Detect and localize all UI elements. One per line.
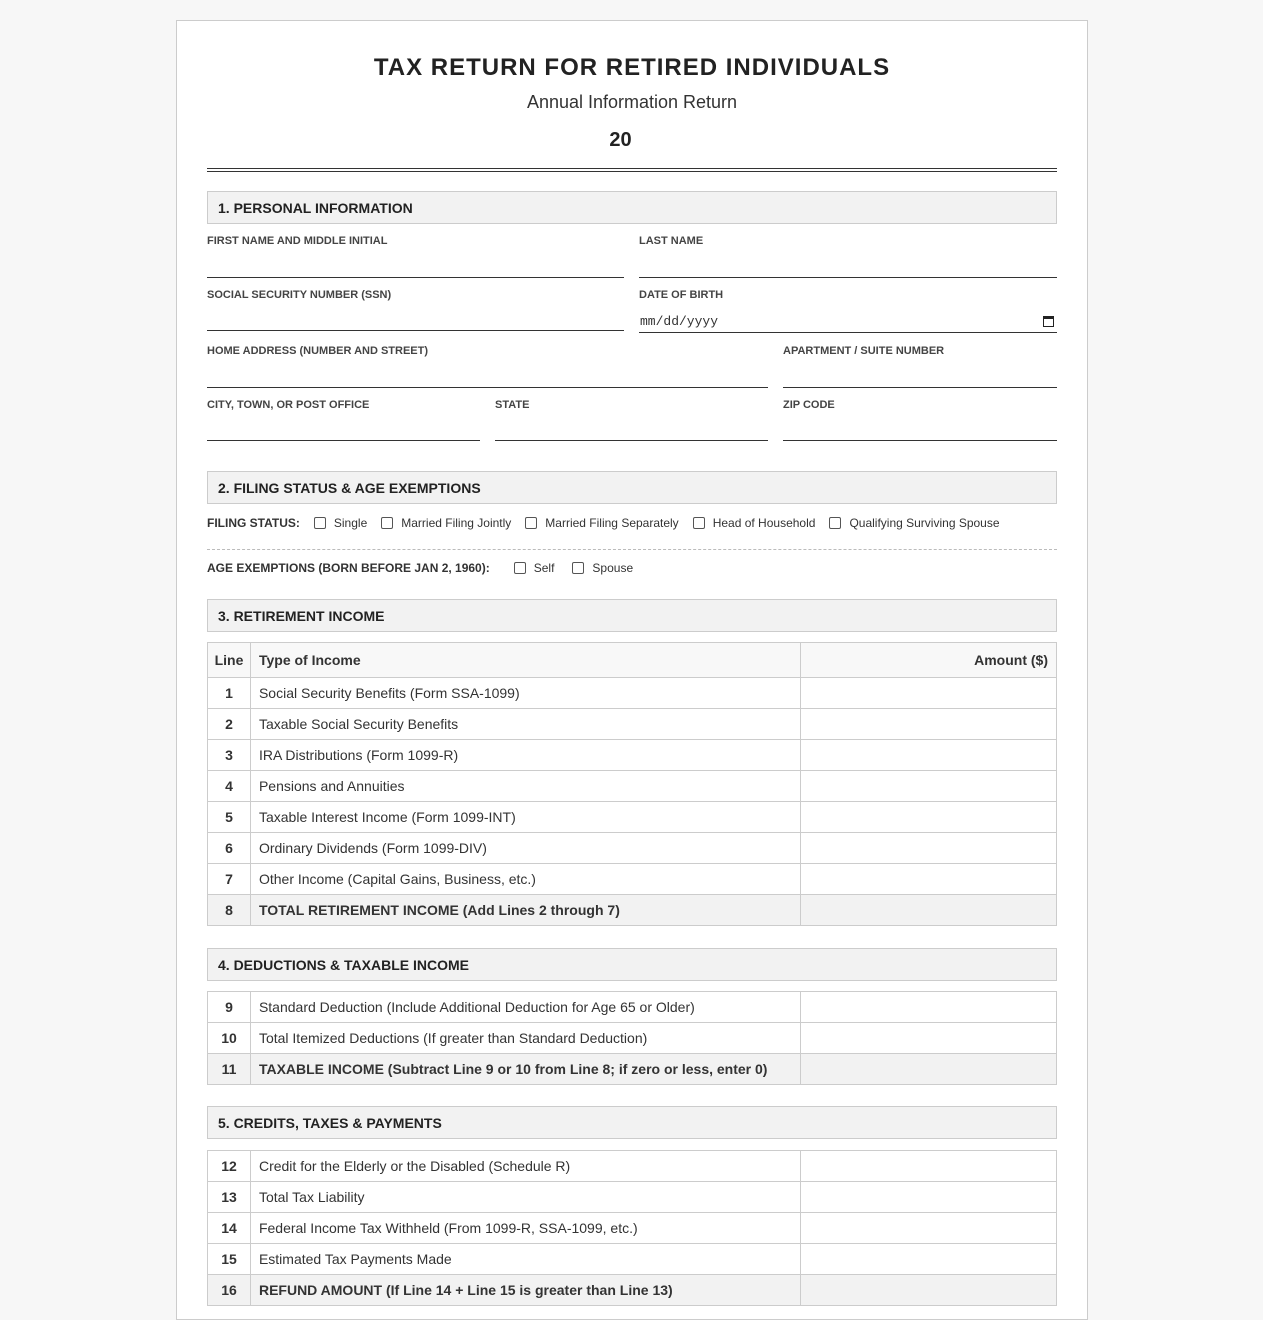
line-description: Credit for the Elderly or the Disabled (Schedule R) xyxy=(250,1151,800,1182)
line-description: REFUND AMOUNT (If Line 14 + Line 15 is greater than Line 13) xyxy=(250,1275,800,1306)
line-number: 16 xyxy=(208,1275,251,1306)
dob-field[interactable] xyxy=(639,311,1057,333)
form-page xyxy=(176,20,1088,1320)
line-description: Estimated Tax Payments Made xyxy=(250,1244,800,1275)
total-row xyxy=(208,1054,1057,1085)
city-label: CITY, TOWN, OR POST OFFICE xyxy=(207,399,370,411)
last-name-label: LAST NAME xyxy=(639,235,704,247)
table-row xyxy=(208,1213,1057,1244)
amount-input[interactable] xyxy=(801,864,1057,895)
table-row xyxy=(208,709,1057,740)
col-amount: Amount ($) xyxy=(801,643,1057,678)
line-number: 11 xyxy=(208,1054,251,1085)
line-description: Pensions and Annuities xyxy=(250,771,800,802)
amount-input[interactable] xyxy=(801,833,1057,864)
line-description: IRA Distributions (Form 1099-R) xyxy=(250,740,800,771)
amount-input[interactable] xyxy=(801,1182,1057,1213)
line-description: Social Security Benefits (Form SSA-1099) xyxy=(250,678,800,709)
option-label: Spouse xyxy=(592,561,634,575)
col-line: Line xyxy=(208,643,251,678)
credits-table xyxy=(207,1150,1057,1306)
total-row xyxy=(208,895,1057,926)
option-label: Married Filing Separately xyxy=(545,516,679,530)
section-credits-taxes: 5. CREDITS, TAXES & PAYMENTS xyxy=(207,1106,1057,1139)
line-number: 9 xyxy=(208,992,251,1023)
filing-option-head-of-household[interactable] xyxy=(693,516,816,530)
checkbox[interactable] xyxy=(381,517,393,529)
header-divider xyxy=(207,168,1057,172)
table-row xyxy=(208,771,1057,802)
state-label: STATE xyxy=(495,399,530,411)
line-number: 12 xyxy=(208,1151,251,1182)
filing-option-single[interactable] xyxy=(314,516,367,530)
amount-input[interactable] xyxy=(801,678,1057,709)
line-number: 5 xyxy=(208,802,251,833)
table-row xyxy=(208,992,1057,1023)
amount-input[interactable] xyxy=(801,771,1057,802)
checkbox[interactable] xyxy=(314,517,326,529)
amount-input[interactable] xyxy=(801,1244,1057,1275)
line-number: 15 xyxy=(208,1244,251,1275)
checkbox[interactable] xyxy=(829,517,841,529)
apt-label: APARTMENT / SUITE NUMBER xyxy=(783,345,945,357)
line-description: Taxable Interest Income (Form 1099-INT) xyxy=(250,802,800,833)
amount-input[interactable] xyxy=(801,1151,1057,1182)
line-number: 7 xyxy=(208,864,251,895)
dob-placeholder: mm/dd/yyyy xyxy=(640,314,719,329)
last-name-field[interactable] xyxy=(639,256,1057,278)
address-label: HOME ADDRESS (NUMBER AND STREET) xyxy=(207,345,429,357)
amount-input[interactable] xyxy=(801,895,1057,926)
filing-option-surviving-spouse[interactable] xyxy=(829,516,999,530)
table-row xyxy=(208,740,1057,771)
total-row xyxy=(208,1275,1057,1306)
filing-status-label: FILING STATUS: xyxy=(207,516,300,530)
table-row xyxy=(208,802,1057,833)
age-exemptions-row xyxy=(207,561,647,575)
filing-status-row xyxy=(207,516,1014,530)
table-header-row xyxy=(208,643,1057,678)
table-row xyxy=(208,1182,1057,1213)
dashed-divider xyxy=(207,549,1057,550)
section-personal-information: 1. PERSONAL INFORMATION xyxy=(207,191,1057,224)
age-exemptions-label: AGE EXEMPTIONS (BORN BEFORE JAN 2, 1960): xyxy=(207,561,490,575)
amount-input[interactable] xyxy=(801,802,1057,833)
amount-input[interactable] xyxy=(801,1054,1057,1085)
amount-input[interactable] xyxy=(801,992,1057,1023)
checkbox[interactable] xyxy=(693,517,705,529)
option-label: Qualifying Surviving Spouse xyxy=(849,516,1000,530)
line-number: 13 xyxy=(208,1182,251,1213)
zip-field[interactable] xyxy=(783,419,1057,441)
line-number: 8 xyxy=(208,895,251,926)
amount-input[interactable] xyxy=(801,1275,1057,1306)
ssn-field[interactable] xyxy=(207,309,624,331)
line-number: 1 xyxy=(208,678,251,709)
amount-input[interactable] xyxy=(801,709,1057,740)
apt-field[interactable] xyxy=(783,366,1057,388)
filing-option-married-separately[interactable] xyxy=(525,516,678,530)
amount-input[interactable] xyxy=(801,740,1057,771)
line-number: 10 xyxy=(208,1023,251,1054)
line-number: 3 xyxy=(208,740,251,771)
table-row xyxy=(208,678,1057,709)
age-option-self[interactable] xyxy=(514,561,555,575)
checkbox[interactable] xyxy=(572,562,584,574)
table-row xyxy=(208,1244,1057,1275)
form-subtitle: Annual Information Return xyxy=(526,92,738,112)
table-row xyxy=(208,864,1057,895)
ssn-label: SOCIAL SECURITY NUMBER (SSN) xyxy=(207,289,392,301)
table-row xyxy=(208,1023,1057,1054)
first-name-field[interactable] xyxy=(207,256,624,278)
line-description: TOTAL RETIREMENT INCOME (Add Lines 2 through 7) xyxy=(250,895,800,926)
line-description: Standard Deduction (Include Additional Deduction for Age 65 or Older) xyxy=(250,992,800,1023)
zip-label: ZIP CODE xyxy=(783,399,835,411)
amount-input[interactable] xyxy=(801,1213,1057,1244)
checkbox[interactable] xyxy=(525,517,537,529)
address-field[interactable] xyxy=(207,366,768,388)
form-title: TAX RETURN FOR RETIRED INDIVIDUALS xyxy=(373,54,891,81)
line-description: TAXABLE INCOME (Subtract Line 9 or 10 from Line 8; if zero or less, enter 0) xyxy=(250,1054,800,1085)
line-description: Total Itemized Deductions (If greater than Standard Deduction) xyxy=(250,1023,800,1054)
filing-option-married-jointly[interactable] xyxy=(381,516,511,530)
tax-year: 20 xyxy=(609,129,632,151)
line-number: 14 xyxy=(208,1213,251,1244)
dob-label: DATE OF BIRTH xyxy=(639,289,724,301)
option-label: Married Filing Jointly xyxy=(401,516,512,530)
calendar-icon[interactable] xyxy=(1043,316,1054,327)
line-number: 6 xyxy=(208,833,251,864)
section-filing-status: 2. FILING STATUS & AGE EXEMPTIONS xyxy=(207,471,1057,504)
amount-input[interactable] xyxy=(801,1023,1057,1054)
line-number: 4 xyxy=(208,771,251,802)
col-type: Type of Income xyxy=(250,643,800,678)
table-row xyxy=(208,1151,1057,1182)
line-description: Taxable Social Security Benefits xyxy=(250,709,800,740)
first-name-label: FIRST NAME AND MIDDLE INITIAL xyxy=(207,235,388,247)
section-retirement-income: 3. RETIREMENT INCOME xyxy=(207,599,1057,632)
option-label: Single xyxy=(333,516,368,530)
checkbox[interactable] xyxy=(514,562,526,574)
line-description: Ordinary Dividends (Form 1099-DIV) xyxy=(250,833,800,864)
age-option-spouse[interactable] xyxy=(572,561,633,575)
option-label: Head of Household xyxy=(712,516,816,530)
state-field[interactable] xyxy=(495,419,768,441)
section-deductions: 4. DEDUCTIONS & TAXABLE INCOME xyxy=(207,948,1057,981)
line-number: 2 xyxy=(208,709,251,740)
city-field[interactable] xyxy=(207,419,480,441)
line-description: Federal Income Tax Withheld (From 1099-R, SSA-1099, etc.) xyxy=(250,1213,800,1244)
line-description: Other Income (Capital Gains, Business, etc.) xyxy=(250,864,800,895)
table-row xyxy=(208,833,1057,864)
retirement-income-table xyxy=(207,642,1057,926)
deductions-table xyxy=(207,991,1057,1085)
line-description: Total Tax Liability xyxy=(250,1182,800,1213)
option-label: Self xyxy=(533,561,555,575)
